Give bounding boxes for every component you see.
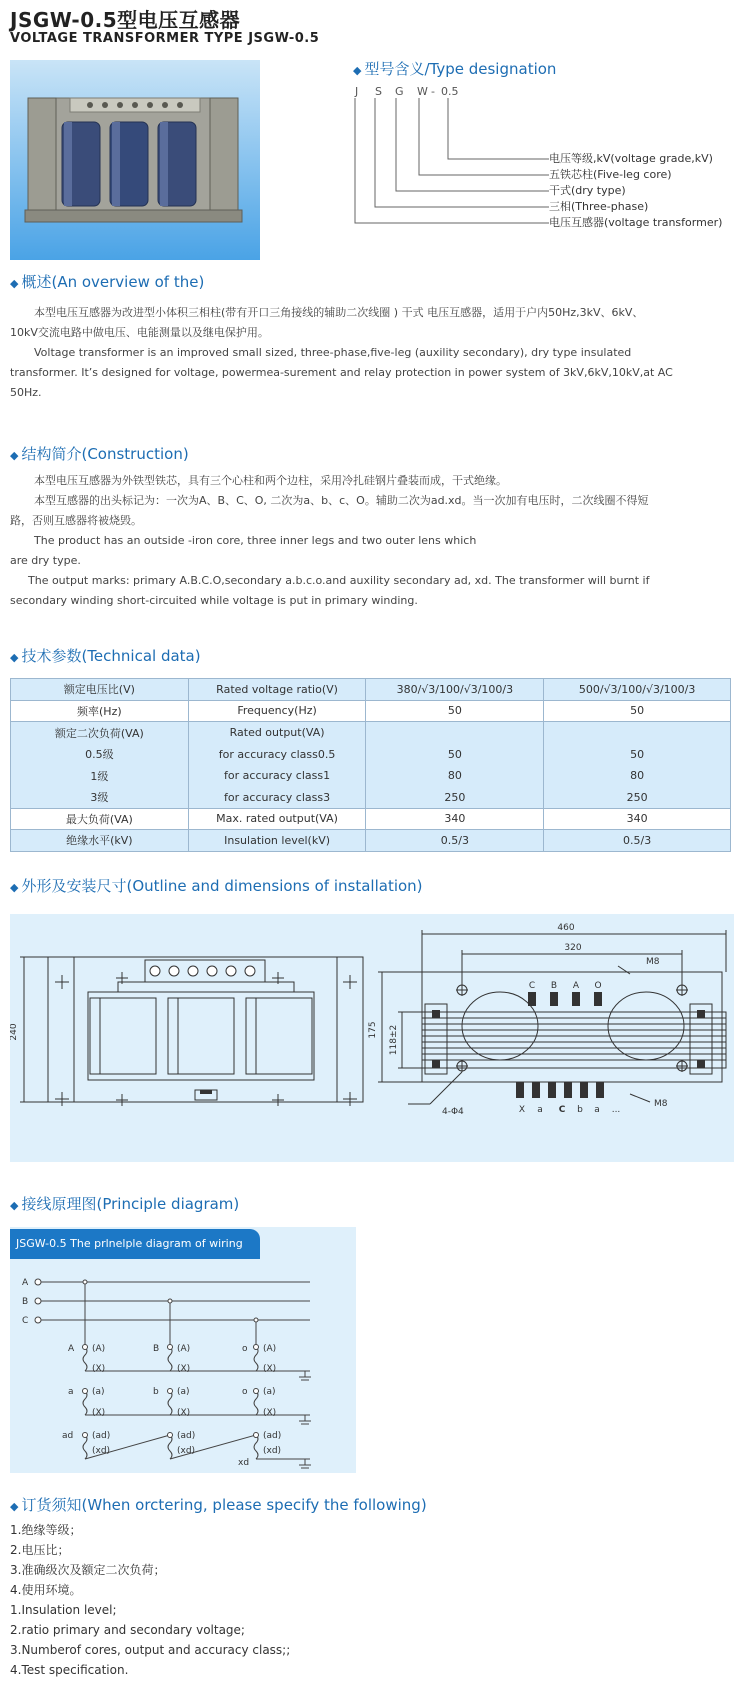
principle-panel <box>10 1227 356 1473</box>
winding-label: (X) <box>263 1408 277 1418</box>
table-cell: 0.5/3 <box>366 830 544 852</box>
page-title: JSGW-0.5型电压互感器 <box>10 8 241 32</box>
table-cell: 340 <box>544 808 731 830</box>
table-cell: 绝缘水平(kV) <box>11 830 189 852</box>
designation-item: 三相(Three-phase) <box>549 200 649 213</box>
terminal-label: C <box>528 981 536 991</box>
list-item: 4.使用环境。 <box>10 1583 82 1597</box>
list-item: 1.Insulation level; <box>10 1603 117 1617</box>
designation-item: 电压等级,kV(voltage grade,kV) <box>549 152 713 165</box>
technical-table <box>10 678 731 852</box>
bullet-icon: ◆ <box>10 1199 19 1212</box>
phase-label: B <box>153 1344 160 1354</box>
paragraph-line: Voltage transformer is an improved small sized, three-phase,five-leg (auxility secondary), dry type insulated <box>34 346 632 359</box>
paragraph-line: 路，否则互感器将被烧毁。 <box>10 514 142 527</box>
table-cell <box>366 722 544 744</box>
winding-label: (ad) <box>92 1431 111 1441</box>
table-row <box>11 679 731 701</box>
winding-label: (X) <box>177 1364 191 1374</box>
table-cell: 频率(Hz) <box>11 700 189 722</box>
designation-item: 五铁芯柱(Five-leg core) <box>549 168 672 181</box>
construction-text <box>10 471 649 611</box>
terminal-label: X <box>518 1105 526 1115</box>
list-item: 4.Test specification. <box>10 1663 129 1677</box>
bus-label: B <box>22 1297 29 1307</box>
paragraph-line: secondary winding short-circuited while voltage is put in primary winding. <box>10 594 418 607</box>
designation-letter: - <box>431 85 435 98</box>
holes-label: 4-Φ4 <box>442 1107 464 1117</box>
table-cell: 50 <box>366 700 544 722</box>
terminal-label: B <box>550 981 558 991</box>
aux-label: xd <box>238 1458 250 1468</box>
designation-letter: J <box>355 85 359 98</box>
winding-label: (xd) <box>263 1446 282 1456</box>
winding-label: (xd) <box>177 1446 196 1456</box>
bullet-icon: ◆ <box>10 881 19 894</box>
phase-label: A <box>68 1344 75 1354</box>
product-photo <box>10 60 260 260</box>
transformer-image <box>10 60 260 260</box>
bullet-icon: ◆ <box>10 277 19 290</box>
table-cell: 0.5级 <box>11 743 189 765</box>
designation-item: 电压互感器(voltage transformer) <box>549 216 723 229</box>
overview-text <box>10 303 673 403</box>
table-row <box>11 765 731 787</box>
table-cell: 50 <box>366 743 544 765</box>
m8-bottom-label: M8 <box>654 1099 668 1109</box>
table-cell: 500/√3/100/√3/100/3 <box>544 679 731 701</box>
dim-175-label: 175 <box>368 1021 378 1039</box>
paragraph-line: 50Hz. <box>10 386 42 399</box>
list-item: 2.电压比； <box>10 1543 70 1557</box>
technical-heading: ◆ 技术参数(Technical data) <box>10 647 201 665</box>
m8-top-label: M8 <box>646 957 660 967</box>
list-item: 1.绝缘等级； <box>10 1523 82 1537</box>
table-cell: Max. rated output(VA) <box>188 808 366 830</box>
ordering-list <box>10 1520 290 1680</box>
winding-label: (X) <box>177 1408 191 1418</box>
terminal-label: ... <box>611 1105 621 1115</box>
principle-tab: JSGW-0.5 The prlnelple diagram of wiring <box>10 1229 260 1259</box>
table-cell: 80 <box>544 765 731 787</box>
ordering-heading: ◆ 订货须知(When orctering, please specify the following) <box>10 1496 427 1514</box>
paragraph-line: are dry type. <box>10 554 81 567</box>
sec-label: o <box>242 1387 248 1397</box>
dimensions-panel <box>10 914 734 1162</box>
table-row <box>11 722 731 744</box>
designation-item: 干式(dry type) <box>549 184 626 197</box>
table-cell: 250 <box>544 786 731 808</box>
table-cell: Rated voltage ratio(V) <box>188 679 366 701</box>
bus-label: A <box>22 1278 29 1288</box>
winding-label: (a) <box>263 1387 276 1397</box>
dim-460-label: 460 <box>557 923 575 933</box>
table-cell: 80 <box>366 765 544 787</box>
table-cell: Insulation level(kV) <box>188 830 366 852</box>
table-cell: 额定电压比(V) <box>11 679 189 701</box>
sec-label: a <box>68 1387 74 1397</box>
designation-letter: W <box>417 85 428 98</box>
outline-drawing <box>10 914 734 1162</box>
winding-label: (X) <box>92 1408 106 1418</box>
table-cell: 380/√3/100/√3/100/3 <box>366 679 544 701</box>
construction-heading: ◆ 结构简介(Construction) <box>10 445 189 463</box>
winding-label: (A) <box>177 1344 191 1354</box>
designation-leader-lines <box>350 98 550 228</box>
phase-label: o <box>242 1344 248 1354</box>
terminal-label: C <box>558 1105 566 1115</box>
dim-320-label: 320 <box>564 943 582 953</box>
table-cell: 0.5/3 <box>544 830 731 852</box>
winding-label: (X) <box>263 1364 277 1374</box>
terminal-label: O <box>594 981 602 991</box>
table-cell: for accuracy class3 <box>188 786 366 808</box>
table-cell: 额定二次负荷(VA) <box>11 722 189 744</box>
list-item: 3.Numberof cores, output and accuracy class;; <box>10 1643 291 1657</box>
bullet-icon: ◆ <box>353 64 362 77</box>
table-cell: 1级 <box>11 765 189 787</box>
table-cell <box>544 722 731 744</box>
list-item: 3.准确级次及额定二次负荷； <box>10 1563 166 1577</box>
table-row <box>11 808 731 830</box>
winding-label: (xd) <box>92 1446 111 1456</box>
aux-label: ad <box>62 1431 74 1441</box>
table-cell: for accuracy class1 <box>188 765 366 787</box>
paragraph-line: transformer. It’s designed for voltage, powermea-surement and relay protection in power system of 3kV,6kV,10kV,at AC <box>10 366 673 379</box>
table-cell: 3级 <box>11 786 189 808</box>
winding-label: (ad) <box>263 1431 282 1441</box>
designation-items <box>549 151 722 231</box>
table-cell: 250 <box>366 786 544 808</box>
paragraph-line: 10kV交流电路中做电压、电能测量以及继电保护用。 <box>10 326 269 339</box>
winding-label: (A) <box>92 1344 106 1354</box>
terminal-label: a <box>537 1105 543 1115</box>
bus-label: C <box>22 1316 29 1326</box>
table-row <box>11 700 731 722</box>
paragraph-line: 本型电压互感器为改进型小体积三相柱(带有开口三角接线的辅助二次线圈 ) 干式 电压互感器，适用于户内50Hz,3kV、6kV、 <box>34 306 644 319</box>
designation-letter: G <box>395 85 404 98</box>
table-cell: 最大负荷(VA) <box>11 808 189 830</box>
overview-heading: ◆ 概述(An overview of the) <box>10 273 205 291</box>
list-item: 2.ratio primary and secondary voltage; <box>10 1623 245 1637</box>
dimensions-heading: ◆ 外形及安装尺寸(Outline and dimensions of installation) <box>10 877 423 895</box>
table-cell: 340 <box>366 808 544 830</box>
designation-heading: ◆ 型号含义/Type designation <box>353 60 557 78</box>
table-cell: Rated output(VA) <box>188 722 366 744</box>
winding-label: (X) <box>92 1364 106 1374</box>
paragraph-line: The product has an outside -iron core, three inner legs and two outer lens which <box>34 534 477 547</box>
designation-letter: S <box>375 85 382 98</box>
wiring-diagram <box>10 1227 356 1473</box>
paragraph-line: 本型互感器的出头标记为：一次为A、B、C、O, 二次为a、b、c、O。辅助二次为ad.xd。当一次加有电压时，二次线圈不得短 <box>34 494 649 507</box>
terminal-label: b <box>577 1105 583 1115</box>
winding-label: (ad) <box>177 1431 196 1441</box>
bullet-icon: ◆ <box>10 651 19 664</box>
designation-letter: 0.5 <box>441 85 459 98</box>
winding-label: (a) <box>177 1387 190 1397</box>
table-cell: 50 <box>544 700 731 722</box>
principle-heading: ◆ 接线原理图(Principle diagram) <box>10 1195 240 1213</box>
table-row <box>11 830 731 852</box>
table-cell: for accuracy class0.5 <box>188 743 366 765</box>
table-row <box>11 743 731 765</box>
table-cell: Frequency(Hz) <box>188 700 366 722</box>
bullet-icon: ◆ <box>10 449 19 462</box>
terminal-label: a <box>594 1105 600 1115</box>
dim-118-label: 118±2 <box>389 1024 399 1056</box>
dim-240-label: 240 <box>10 1023 19 1041</box>
paragraph-line: The output marks: primary A.B.C.O,secondary a.b.c.o.and auxility secondary ad, xd. The transformer will burnt if <box>28 574 650 587</box>
table-cell: 50 <box>544 743 731 765</box>
terminal-label: A <box>572 981 580 991</box>
paragraph-line: 本型电压互感器为外铁型铁芯，具有三个心柱和两个边柱，采用冷扎硅钢片叠装而成，干式绝缘。 <box>34 474 507 487</box>
table-row <box>11 786 731 808</box>
sec-label: b <box>153 1387 159 1397</box>
bullet-icon: ◆ <box>10 1500 19 1513</box>
winding-label: (A) <box>263 1344 277 1354</box>
winding-label: (a) <box>92 1387 105 1397</box>
page-subtitle: VOLTAGE TRANSFORMER TYPE JSGW-0.5 <box>10 31 320 46</box>
